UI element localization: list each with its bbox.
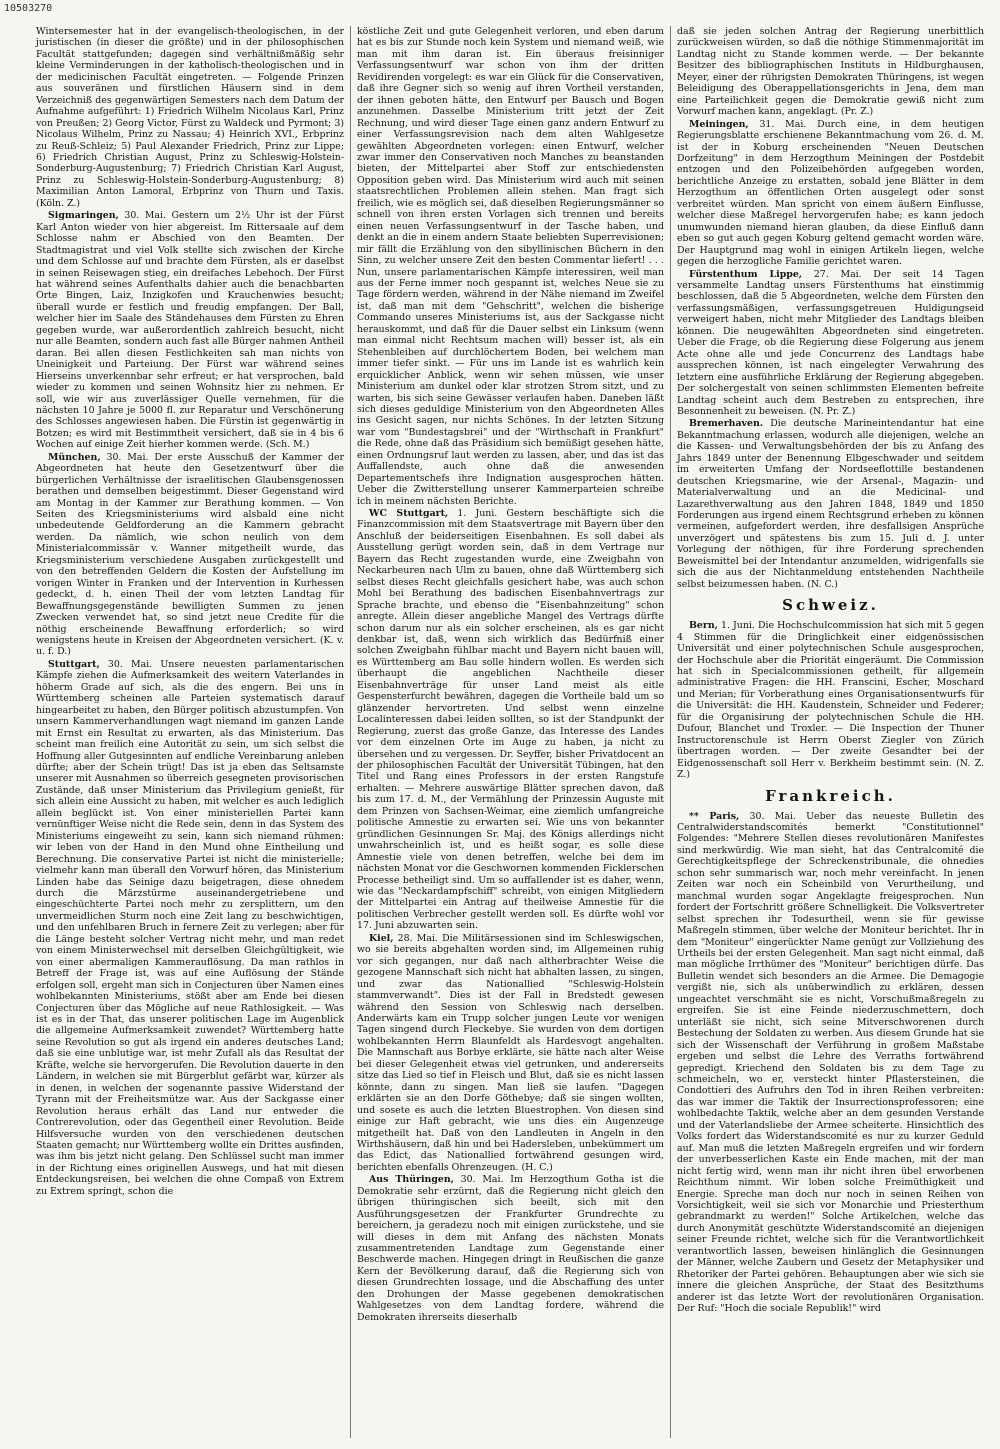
article-dateline: Meiningen, xyxy=(689,118,749,130)
article-text: 27. Mai. Der seit 14 Tagen versammelte Landtag unsers Fürstenthums hat einstimmig beschlossen, daß die 5 Abgeordneten, welche dem Fürsten den verfassungsmäßigen, verfassungsgetreuen Huldigungseid verweigert haben, nicht mehr Mitglieder des Landtags bleiben können. Die neugewählten Abgeordneten sind eingetreten. Ueber die Frage, ob die Regierung diese Folgerung aus jenem Acte ohne alle und jede Concurrenz des Landtags habe aussprechen können, ist nach eingelegter Verwahrung des letztern eine ausführliche Erklärung der Regierung abgegeben. Der solchergestalt von seinen schlimmsten Elementen befreite Landtag scheint auch dem Bestreben zu entsprechen, ihre Besonnenheit zu beweisen. (N. Pr. Z.) xyxy=(677,268,985,417)
article-text: 1. Juni. Gestern beschäftigte sich die Finanzcommission mit dem Staatsvertrage mit Bayern über den Anschluß der beiderseitigen Eisenbahnen. Es soll dabei als Ausstellung gerügt worden sein, daß in dem Vertrage nur Bayern das Recht zugestanden wurde, eine Zweigbahn von Neckarbeuren nach Ulm zu bauen, ohne daß Württemberg sich selbst dieses Recht gleichfalls gesichert habe, was auch schon Mohl bei Berathung des badischen Eisenbahnvertrags zur Sprache brachte, und ebenso die "Eisenbahnzeitung" schon anregte. Allein dieser angebliche Mangel des Vertrags dürfte schon darum nur als ein solcher erscheinen, als es gar nicht denkbar ist, daß, wenn sich wirklich das Bedürfniß einer solchen Zweigbahn fühlbar macht und Bayern nicht bauen will, es Württemberg am Bau solle hindern wollen. Es werden sich überhaupt die angeblichen Nachtheile dieser Eisenbahnverträge für unser Land meist als eitle Gespensterfurcht bewähren, dagegen die Vortheile bald um so glänzender hervortreten. Und selbst wenn einzelne Localinteressen dabei leiden sollten, so ist der Standpunkt der Regierung, zuerst das große Ganze, das Interesse des Landes vor dem einzelnen Orte im Auge zu haben, ja nicht zu übersehen und zu vergessen. Dr. Seyffer, bisher Privatdocent an der philosophischen Facultät der Universität Tübingen, hat den Titel und Rang eines Professors in der ersten Rangstufe erhalten. — Mehrere auswärtige Blätter sprechen davon, daß bis zum 17. d. M., der Vermählung der Prinzessin Auguste mit dem Prinzen von Sachsen-Weimar, eine ziemlich umfangreiche politische Amnestie zu erwarten sei. Wie uns von bekannter gründlichen Gesinnungen Sr. Maj. des Königs allerdings nicht unwahrscheinlich ist, und es heißt sogar, es solle diese Amnestie viele von denen betreffen, welche bei dem im nächsten Monat vor die Geschwornen kommenden Ficklerschen Processe betheiligt sind. Um so auffallender ist es daher, wenn, wie das "Neckardampfschiff" schreibt, von einigen Mitgliedern der Mittelpartei ein Antrag auf theilweise Amnestie für die politischen Verbrecher gestellt werden soll. Es dürfte wohl vor 17. Juni abzuwarten sein. xyxy=(357,508,665,932)
section-heading: Schweiz. xyxy=(782,596,879,615)
page-code: 10503270 xyxy=(4,3,53,14)
article-text: daß sie jeden solchen Antrag der Regierung unerbittlich zurückweisen würden, so daß die nöthige Stimmenmajorität im Landtag nicht zu Stande kommen werde. — Der bekannte Besitzer des bibliographischen Instituts in Hildburghausen, Meyer, einer der rührigsten Demokraten Thüringens, ist wegen Beleidigung des Oberappellationsgerichts in Jena, dem man eine Parteilichkeit gegen die Demokratie gewiß nicht zum Vorwurf machen kann, angeklagt. (Pr. Z.) xyxy=(677,26,984,118)
column-3 xyxy=(670,26,990,1438)
article-dateline: Fürstenthum Lippe, xyxy=(689,268,803,280)
article-paragraph xyxy=(677,811,984,1315)
article-dateline: Bern, xyxy=(689,620,718,632)
article-paragraph xyxy=(36,210,344,451)
article-paragraph xyxy=(677,269,984,418)
article-paragraph xyxy=(677,119,984,268)
article-paragraph xyxy=(357,508,664,932)
article-dateline: Aus Thüringen, xyxy=(369,1174,454,1186)
article-dateline: Sigmaringen, xyxy=(48,210,119,222)
article-text: 28. Mai. Die Militärsessionen sind im Schleswigschen, wo sie bereits abgehalten worden sind, im Allgemeinen ruhig vor sich gegangen, nur daß nach altherbrachter Weise die gezogene Mannschaft sich nicht hat abhalten lassen, zu singen, und zwar das Nationallied "Schleswig-Holstein stammverwandt". Dies ist der Fall in Bredstedt gewesen während den Session von Schleswig nach derselben. Anderwärts kam ein Trupp solcher jungen Leute vor wenigen Tagen singend durch Fleckebye. Sie wurden von dem dortigen wohlbekannten Herrn Blaunfeldt als Hardesvogt angehalten. Die Mannschaft aus Borbye erklärte, sie hätte nach alter Weise bei dieser Gelegenheit etwas viel getrunken, und andererseits sitze das Lied so tief in Fleisch und Blut, daß sie es nicht lassen könnte, dann zu singen. Man ließ sie laufen. "Dagegen erklärten sie an den Dorfe Göthebye; daß sie singen wollten, und sosete es auch die letzten Bluestrophen. Von diesen sind einige zur Haft gebracht, wie uns dies ein Augenzeuge mitgetheilt hat. Daß von den Landleuten in Angeln in den Wirthshäusern, daß hin und bei Hadersleben, unbekümmert um das Edict, das Nationallied fortwährend gesungen wird, berichten ebenfalls Ohrenzeugen. (H. C.) xyxy=(357,932,664,1173)
article-paragraph xyxy=(36,659,344,1197)
article-text: 1. Juni. Die Hochschulcommission hat sich mit 5 gegen 4 Stimmen für die Dringlichkeit einer eidgenössischen Universität und einer polytechnischen Schule ausgesprochen, der Hochschule aber die Priorität eingeräumt. Die Commission hat sich in Specialcommissionen getheilt, für allgemein administrative Fragen: die HH. Franscini, Escher, Moschard und Merian; für Vorberathung eines Organisationsentwurfs für die Universität: die HH. Kaudenstein, Schneider und Federer; für die Organisirung der polytechnischen Schule die HH. Dufour, Blanchet und Troxler. — Die Inspection der Thuner Instructorenschule ist Herrn Oberst Ziegler von Zürich übertragen worden. — Der zweite Gesandter bei der Eidgenossenschaft soll Herr v. Berkheim bestimmt sein. (N. Z. Z.) xyxy=(677,620,984,781)
article-text: köstliche Zeit und gute Gelegenheit verloren, und eben darum hat es bis zur Stunde noch kein System und niemand weiß, wie man mit ihm daran ist. Ein überaus freisinniger Verfassungsentwurf war schon von ihm der dritten Revidirenden vorgelegt: es war ein Glück für die Conservativen, daß ihre Gegner sich so wenig auf ihren Vortheil verstanden, der ihnen geboten hätte, den Entwurf per Bausch und Bogen anzunehmen. Dasselbe Ministerium tritt jetzt der Zeit Rechnung, und wird dieser Tage einen ganz andern Entwurf zu einer Verfassungsrevision nach dem alten Wahlgesetze gewählten Abgeordneten vorlegen: einen Entwurf, welcher zwar immer den Conservativen noch Manches zu beanstanden bieten, der Mittelpartei aber Stoff zur entschiedensten Opposition geben wird. Das Ministerium wird auch mit seinen staatsrechtlichen Problemen allein stehen. Man fragt sich freilich, wie es möglich sei, daß dieselben Regierungsmänner so schnell von ihren ersten Vorlagen sich trennen und bereits einen neuen Verfassungsentwurf in der Tasche haben, und denkt an die in einem andern Staate beliebten Superrevisionen; mir fällt die Erzählung von den sibyllinischen Büchern in den Sinn, zu welcher unsere Zeit den besten Commentar liefert! . . . Nun, unsere parlamentarischen Kämpfe interessiren, weil man aus der Ferne immer noch gespannt ist, welches Neue sie zu Tage fördern werden, während in der Nähe niemand im Zweifel ist, daß man mit dem "Gehschritt", welchen die bisherige Commando unseres Ministeriums ist, aus der Sackgasse nicht herauskommt, und daß für die Dauer selbst ein Linksum (wenn man einmal nicht Rechtsum machen will) besser ist, als ein Stehenbleiben auf durchlöchertem Boden, bei welchem man immer tiefer sinkt. — Für uns im Lande ist es wahrlich kein erquicklicher Anblick, wenn wir sehen müssen, wie unser Ministerium am dunkel oder klar strotzen Strom sitzt, und zu warten, bis sich seine Gewässer verlaufen haben. Daneben läßt sich dieses geduldige Ministerium von den Abgeordneten Alles ins Gesicht sagen, nur nichts Schönes. In der letzten Sitzung war vom "Bundestagsbrei" und der "Wirthschaft in Frankfurt" die Rede, ohne daß das Präsidium sich bemüßigt gesehen hätte, einen Ordnungsruf laut werden zu lassen, aber, und das ist das Auffallendste, auch ohne daß die anwesenden Departementschefs ihre Indignation ausgesprochen hätten. Ueber die Zwitterstellung unserer Kammerparteien schreibe ich in meinem nächsten Berichte. xyxy=(357,26,664,507)
article-dateline: München, xyxy=(48,451,101,463)
section-heading: Frankreich. xyxy=(765,786,896,805)
article-dateline: Stuttgart, xyxy=(48,658,100,670)
column-2 xyxy=(350,26,670,1438)
article-paragraph xyxy=(36,452,344,658)
article-text: 30. Mai. Gestern um 2½ Uhr ist der Fürst Karl Anton wieder von hier abgereist. Im Rittersaale auf dem Schlosse nahm er Abschied von den Beamten. Der Stadtmagistrat und viel Volk stellte sich zwischen der Kirche und dem Schlosse auf und brachte dem Fürsten, als er daselbst in seinen Reisewagen stieg, ein dreifaches Lebehoch. Der Fürst hat während seines Aufenthalts dahier auch die benachbarten Orte Bingen, Laiz, Inzigkofen und Krauchenwies besucht; überall wurde er festlich und freudig empfangen. Der Ball, welcher hier im Saale des Ständehauses dem Fürsten zu Ehren gegeben wurde, war außerordentlich zahlreich besucht, nicht nur alle Beamten, sondern auch fast alle Bürger nahmen Antheil daran. Bei allen diesen Festlichkeiten sah man nichts von Uneinigkeit und Parteiung. Der Fürst war während seines Hierseins unverkennbar sehr erfreut; er hat versprochen, bald wieder zu kommen und seinen Wohnsitz hier zu nehmen. Er soll, wie wir aus zuverlässiger Quelle vernehmen, für die nächsten 10 Jahre je 5000 fl. zur Reparatur und Verschönerung des Schlosses angewiesen haben. Die Fürstin ist gegenwärtig in Botzen; es wird mit Bestimmtheit versichert, daß sie in 4 bis 6 Wochen auf einige Zeit hierher kommen werde. (Sch. M.) xyxy=(36,210,344,451)
article-dateline: Bremerhaven. xyxy=(689,418,764,430)
article-text: 30. Mai. Der erste Ausschuß der Kammer der Abgeordneten hat heute den Gesetzentwurf über die bürgerlichen Verhältnisse der israelitischen Glaubensgenossen berathen und demselben beigestimmt. Dieser Gegenstand wird am Montag in der Kammer zur Berathung kommen. — Von Seiten des Kriegsministeriums wird alsbald eine nicht unbedeutende Geldforderung an die Kammern gebracht werden. Da nämlich, wie schon neulich von dem Ministerialcommissär v. Wanner mitgetheilt wurde, das Kriegsministerium verschiedene Ausgaben zurückgestellt und von den betreffenden Geldern die Kosten der Aufstellung im vorigen Winter in Franken und der Intervention in Kurhessen gedeckt, d. h. einen Theil der vom letzten Landtag für Bewaffnungsgegenstände bewilligten Summen zu jenen Zwecken verwendet hat, so sind jetzt neue Credite für die nöthig erscheinende Bewaffnung erforderlich; so wird wenigstens heute in Kreisen der Abgeordneten versichert. (K. v. u. f. D.) xyxy=(36,451,345,658)
article-text: 30. Mai. Ueber das neueste Bulletin des Centralwiderstandscomités bemerkt "Constitutionnel" Folgendes: "Mehrere Stellen dieses revolutionären Manifestes sind merkwürdig. Wie man sieht, hat das Centralcomité die Gerechtigkeitspflege der Schreckenstribunale, die ohnedies schon sehr summarisch war, noch mehr vereinfacht. In jenen Zeiten war noch ein Scheinbild von Verurtheilung, und manchmal wurden sogar Angeklagte freigesprochen. Nun fordert der Fortschritt größere Schnelligkeit. Die Volksvertreter selbst sprechen ihr Todesurtheil, wenn sie für gewisse Maßregeln stimmen, über welche der Moniteur berichtet. Ihr in dem "Moniteur" eingerückter Name genügt zur Vollziehung des Urtheils bei der ersten Gelegenheit. Man sagt nicht einmal, daß man mögliche Irrthümer des "Moniteur" berichtigen dürfe. Das Bulletin wendet sich besonders an die Armee. Die Demagogie vergißt nie, sich als unüberwindlich zu erklären, dessen ungeachtet verschmäht sie es nicht, Vorschußmaßregeln zu ergreifen. Sie ist eine Feinde niederzuschmettern, doch unterläßt sie nicht, sich seine Mitverschworenen durch Bestechung der Soldaten zu werben. Aus diesem Grunde hat sie sich der Wissenschaft der Verführung in großem Maßstabe ergeben und selbst die Lehre des Verraths fortwährend gepredigt. Kriechend den Soldaten bis zu dem Tage zu schmeicheln, wo er, versteckt hinter Pflastersteinen, die Condottieri des Aufruhrs den Tod in ihren Reihen verbreiten: das war immer die Taktik der Insurrectionsprofessoren; eine wohlbedachte Taktik, welche aber an dem gesunden Verstande und der Vaterlandsliebe der Armee scheiterte. Hinsichtlich des Volks fordert das Widerstandscomité es nur zu kurzer Geduld auf. Man muß die letzten Maßregeln ergreifen und wir fordern der unverbesserlichen Kaste ein Ende machen, mit der man nicht fertig wird, wenn man ihr nicht ihren übel erworbenen Reichthum nimmt. Wir loben solche Freimüthigkeit und Energie. Spreche man doch nur noch in seinen Reihen von Vorsichtigkeit, weil sie sich vor Monarchie und Priesterthum gebrandmarkt zu werden!" Solche Artikelchen, welche das durch Anonymität geschützte Widerstandscomité an diejenigen seiner Freunde richtet, welche sich für die Verantwortlichkeit verantwortlich lassen, beweisen hinlänglich die Gesinnungen der Männer, welche Zaubern und Gesetz der Metaphysiker und Rhetoriker der Partei gehören. Behauptungen aber wie sich sie innere die gleichen Ansprüche, der Staat des Besitzthums anderer ist das letzte Wort der revolutionären Organisation. Der Ruf: "Hoch die sociale Republik!" wird xyxy=(677,810,984,1315)
article-dateline: WC Stuttgart, xyxy=(369,508,449,520)
article-paragraph xyxy=(677,418,984,590)
article-paragraph xyxy=(357,933,664,1174)
article-dateline: Kiel, xyxy=(369,932,394,944)
article-paragraph xyxy=(357,26,664,507)
article-text: Die deutsche Marineintendantur hat eine Bekanntmachung erlassen, wodurch alle diejenigen, welche an die Kassen- und Verwaltungsbehörden der bis zu Anfang des Jahrs 1849 unter der Benennung Elbgeschwader und seitdem im erweiterten Umfang der Nordseeflottille bestandenen deutschen Kriegsmarine, wie der Arsenal-, Magazin- und Materialverwaltung und an die Medicinal- und Lazarethverwaltung aus den Jahren 1848, 1849 und 1850 Forderungen aus irgend einem Rechtsgrund erheben zu können vermeinen, aufgefordert werden, ihre desfallsigen Ansprüche unverzögert und spätestens bis zum 15. Juli d. J. unter Vorlegung der nöthigen, für ihre Forderung sprechenden Beweismittel bei der Intendantur anzumelden, widrigenfalls sie sich die aus der Nichtanmeldung entstehenden Nachtheile selbst beizumessen haben. (N. C.) xyxy=(677,418,985,590)
article-text: Wintersemester hat in der evangelisch-theologischen, in der juristischen (in dieser die größte) und in der philosophischen Facultät stattgefunden; dagegen sind verhältnißmäßig sehr kleine Verminderungen in der katholisch-theologischen und in der medicinischen Facultät eingetreten. — Folgende Prinzen aus souveränen und fürstlichen Häusern sind in dem Verzeichniß des gegenwärtigen Semesters nach dem Datum der Aufnahme aufgeführt: 1) Friedrich Wilhelm Nicolaus Karl, Prinz von Preußen; 2) Georg Victor, Fürst zu Waldeck und Pyrmont; 3) Nicolaus Wilhelm, Prinz zu Nassau; 4) Heinrich XVI., Erbprinz zu Reuß-Schleiz; 5) Paul Alexander Friedrich, Prinz zur Lippe; 6) Friedrich Christian August, Prinz zu Schleswig-Holstein-Sonderburg-Augustenburg; 7) Friedrich Christian Karl August, Prinz zu Schleswig-Holstein-Sonderburg-Augustenburg; 8) Maximilian Anton Lamoral, Erbprinz von Thurn und Taxis. (Köln. Z.) xyxy=(36,26,344,209)
column-1 xyxy=(30,26,350,1438)
article-paragraph xyxy=(677,620,984,780)
article-text: 31. Mai. Durch eine, in dem heutigen Regierungsblatte erschienene Bekanntmachung vom 26. d. M. ist der in Koburg erscheinenden "Neuen Deutschen Dorfzeitung" in dem Herzogthum Meiningen der Postdebit entzogen und den Polizeibehörden aufgegeben worden, berichtliche Anzeige zu erstatten, sobald jene Blätter in dem Herzogthum an öffentlichen Orten ausgelegt oder sonst verbreitet würden. Man spricht von einem äußern Einflusse, welcher diese Maßregel hervorgerufen habe; es kann jedoch unumwunden niemand hieran glauben, da diese Einfluß dann eben so gut auch gegen Koburg geltend gemacht worden wäre. Der Hauptgrund mag wohl in einigen Artikeln liegen, welche gegen die herzogliche Familie gerichtet waren. xyxy=(677,118,984,268)
article-text: 30. Mai. Im Herzogthum Gotha ist die Demokratie sehr erzürnt, daß die Regierung nicht gleich den übrigen thüringischen sich beeilt, sich mit den Ausführungsgesetzen der Frankfurter Grundrechte zu bereichern, ja geradezu noch mit einigen zurückstehe, und sie will dieses in dem mit Anfang des nächsten Monats zusammentretenden Landtage zum Gegenstande einer Beschwerde machen. Hingegen dringt in Reußischen die ganze Kern der Bevölkerung darauf, daß die Regierung sich von diesen Grundrechten lossage, und die Abschaffung des unter den Drohungen der Masse gegebenen demokratischen Wahlgesetzes von dem Landtag fordere, während die Demokraten ihrerseits dieserhalb xyxy=(357,1174,664,1323)
article-text: 30. Mai. Unsere neuesten parlamentarischen Kämpfe ziehen die Aufmerksamkeit des weitern Vaterlandes in höherm Grade auf sich, als die des engern. Bei uns in Württemberg scheinen alle Parteien systematisch darauf hingearbeitet zu haben, den Bürger politisch abzustumpfen. Von unsern Kammerverhandlungen wagt niemand im ganzen Lande mit Ernst ein Resultat zu erwarten, als das Ministerium. Das scheint man freilich eine Autorität zu sein, um sich selbst die Hoffnung aller Gutgesinnten auf endliche Vereinbarung anleben dürfte; aber der Schein trügt! Das ist ja eben das Seltsamste unserer mit Ausnahmen so überreich gesegneten provisorischen Zustände, daß unser Ministerium das Privilegium genießt, für sich allein eine Aussicht zu haben, mit welcher es auch lediglich allein beglückt ist. Von einer ministeriellen Partei kann vernünftiger Weise nicht die Rede sein, denn in das System des Ministeriums eingeweiht zu sein, kann sich niemand rühmen: wir leben von der Hand in den Mund ohne Eintheilung und Berechnung. Die conservative Partei ist nicht die ministerielle; vielmehr kann man überall den Vorwurf hören, das Ministerium Linden habe das Seinige dazu beigetragen, diese ohnedem durch die Märzstürme auseinandergetriebene und eingeschüchterte Partei noch mehr zu zersplittern, um den unvermeidlichen Sturm noch eine Zeit lang zu beschwichtigen, und den unfehlbaren Bruch in fernere Zeit zu verlegen; aber für die Länge besteht solcher Vertrag nicht mehr, und man redet von einem Ministerwechsel mit derselben Gleichgültigkeit, wie von einer abermaligen Kammerauflösung. Da man rathlos in Betreff der Frage ist, was auf eine Auflösung der Stände erfolgen soll, ergeht man sich in Conjecturen über Namen eines wohlbekannten Ministeriums, stößt aber am Ende bei diesen Conjecturen über das Mögliche auf neue Rathlosigkeit. — Was ist es in der That, das unserer politischen Lage im Augenblick die allgemeine Aufmerksamkeit zuwendet? Württemberg hatte seine Revolution so gut als irgend ein anderes deutsches Land; daß sie eine unblutige war, ist mehr Zufall als das Resultat der Kräfte, welche sie hervorgerufen. Die Revolution dauerte in den Ländern, in welchen sie mit Bürgerblut gefärbt war, kürzer als in denen, in welchen der sogenannte passive Widerstand der Tyrann mit der Freiheitsmütze war. Aus der Sackgasse einer Revolution heraus erhält das Land nur entweder die Contrerevolution, oder das Gegentheil einer Revolution. Beide Hilfsversuche wurden von den verschiedenen deutschen Staaten gemacht; nur Württemberg wollte ein Drittes ausfinden, was ihm bis jetzt nicht gelang. Den Schlüssel sucht man immer in der Richtung eines originellen Auswegs, und hat mit diesen Entdeckungsreisen, bei welchen die ohne Compaß von Extrem zu Extrem springt, schon die xyxy=(36,658,344,1197)
article-paragraph xyxy=(36,26,344,209)
article-paragraph xyxy=(677,26,984,118)
article-paragraph xyxy=(357,1174,664,1323)
article-dateline: ** Paris, xyxy=(689,810,740,822)
columns xyxy=(30,26,992,1438)
